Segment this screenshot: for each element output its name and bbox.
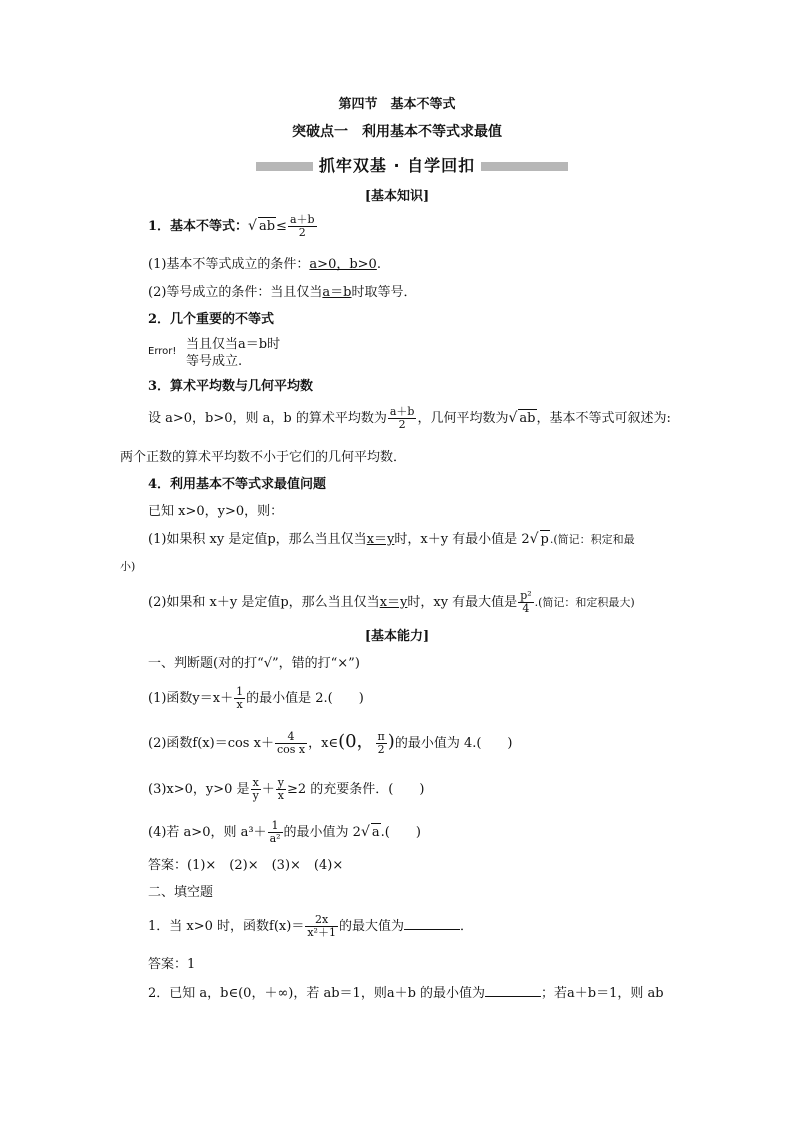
section-title: 第四节 基本不等式 [338,97,456,112]
answer-part1: 答案：(1)× (2)× (3)× (4)× [148,858,344,873]
item1-line: 1．基本不等式：√ ab≤ $\frac{a+b}{2}$ [148,213,315,239]
answer-blank-2 [485,984,541,997]
item4-given: 已知 x>0，y>0，则： [148,504,284,519]
item4-case1-note: 小) [120,560,136,573]
error-label: Error! [148,346,177,357]
question-2: (2)函数f(x)＝cos x＋ $\frac{4}{\text{cos x}}$ ，x∈(0， $\frac{\pi}{2}$ )的最小值为 4.( ) [148,730,513,756]
fill-question-1: 1．当 x>0 时，函数f(x)＝ $\frac{2x}{\text{x²＋1}}$ 的最大值为 ． [148,913,473,939]
answer-part2: 答案：1 [148,957,196,972]
item2-heading: 2．几个重要的不等式 [148,312,275,327]
item1-fraction: $\frac{a+b}{2}$ [289,213,315,239]
part1-heading: 一、判断题(对的打“√”，错的打“×”) [148,656,360,671]
part2-heading: 二、填空题 [148,885,214,900]
basic-knowledge-label: [基本知识] [364,189,430,204]
question-3: (3)x>0，y>0 是 $\frac{x}{y}$ ＋ $\frac{y}{x}$ ≥2 的充要条件．( ) [148,776,425,802]
condition1-line: (1)基本不等式成立的条件：a>0，b>0. [148,257,381,272]
fill-question-2: 2．已知 a，b∈(0，＋∞)，若 ab＝1，则a＋b 的最小值为 ；若a＋b＝1，则 ab [148,986,664,1001]
item4-heading: 4．利用基本不等式求最值问题 [148,477,327,492]
item4-case2: (2)如果和 x＋y 是定值p，那么当且仅当x＝y时，xy 有最大值是 $\frac{\text{p²}}{4}$ .(简记：和定积最大) [148,589,635,615]
error-note-line1: 当且仅当a＝b时 [186,337,281,352]
question-1: (1)函数y＝x＋ $\frac{1}{x}$ 的最小值是 2.( ) [148,685,364,711]
question-4: (4)若 a>0，则 a³＋ $\frac{1}{\text{a²}}$ 的最小值为 2√ a.( ) [148,819,421,845]
answer-blank-1 [404,917,460,930]
item3-line1: 设 a>0，b>0，则 a，b 的算术平均数为 $\frac{a+b}{2}$ ，几何平均数为√ ab，基本不等式可叙述为: [148,405,671,431]
item3-heading: 3．算术平均数与几何平均数 [148,379,314,394]
error-note-line2: 等号成立. [186,354,243,369]
basic-ability-label: [基本能力] [364,629,430,644]
condition2-line: (2)等号成立的条件：当且仅当a＝b时取等号． [148,285,417,300]
banner-title: 抓牢双基 · 自学回扣 [0,153,794,176]
point-title: 突破点一 利用基本不等式求最值 [292,124,502,140]
item4-case1: (1)如果积 xy 是定值p，那么当且仅当x＝y时，x＋y 有最小值是 2√ p.(简记：积定和最 [148,531,635,547]
item3-line2: 两个正数的算术平均数不小于它们的几何平均数． [120,450,407,465]
